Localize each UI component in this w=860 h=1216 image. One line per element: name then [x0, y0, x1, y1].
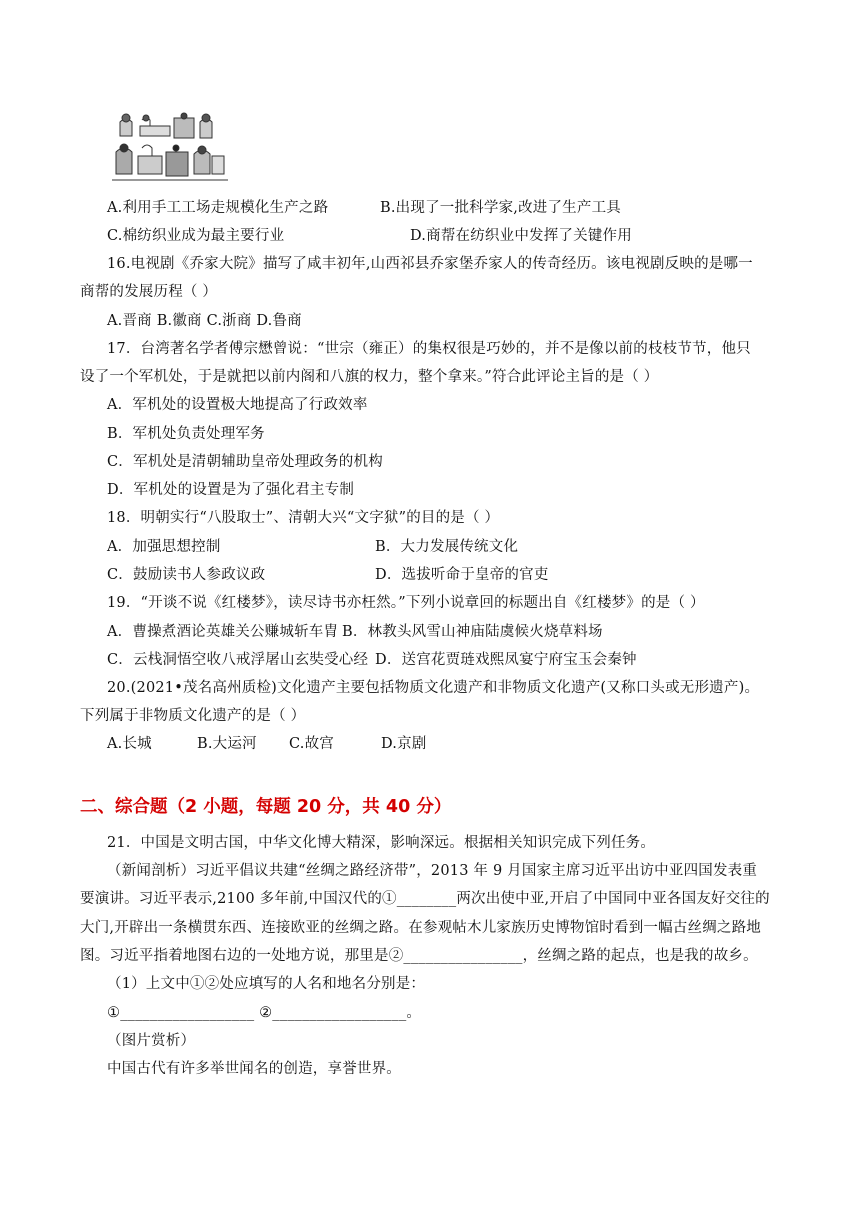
q16-stem-line2: 商帮的发展历程（ ） — [80, 284, 218, 300]
q18-option-d: D．选拔听命于皇帝的官吏 — [375, 567, 549, 583]
q19-option-a: A．曹操煮酒论英雄关公赚城斩车胄 — [107, 624, 339, 640]
q15-option-d: D.商帮在纺织业中发挥了关键作用 — [410, 228, 632, 244]
q21-news-line2: 要演讲。习近平表示,2100 多年前,中国汉代的①________两次出使中亚,开启了中国同中亚各国友好交往的 — [80, 891, 770, 907]
q20-option-a: A.长城 — [107, 736, 152, 752]
q19-stem: 19．“开谈不说《红楼梦》，读尽诗书亦枉然。”下列小说章回的标题出自《红楼梦》的是（ ） — [107, 595, 705, 611]
q19-option-b: B．林教头风雪山神庙陆虞候火烧草料场 — [342, 624, 603, 640]
q17-option-a: A．军机处的设置极大地提高了行政效率 — [107, 397, 368, 413]
q18-stem: 18．明朝实行“八股取士”、清朝大兴“文字狱”的目的是（ ） — [107, 510, 500, 526]
q19-option-c: C．云栈洞悟空收八戒浮屠山玄奘受心经 — [107, 652, 369, 668]
q21-news-line4: 图。习近平指着地图右边的一处地方说，那里是②________________，丝绸之路的起点，也是我的故乡。 — [80, 948, 758, 964]
q17-stem-line1: 17．台湾著名学者傅宗懋曾说：“世宗（雍正）的集权很是巧妙的，并不是像以前的枝枝节节，他只 — [107, 341, 751, 357]
q15-option-a: A.利用手工工场走规模化生产之路 — [107, 200, 329, 216]
q18-option-a: A．加强思想控制 — [107, 539, 221, 555]
q20-option-d: D.京剧 — [381, 736, 427, 752]
q20-stem-line1: 20.(2021•茂名高州质检)文化遗产主要包括物质文化遗产和非物质文化遗产(又称口头或无形遗产)。 — [107, 680, 760, 696]
q21-picture-heading: （图片赏析） — [107, 1033, 196, 1049]
q21-task1: （1）上文中①②处应填写的人名和地名分别是： — [107, 976, 426, 992]
q21-picture-text: 中国古代有许多举世闻名的创造，享誉世界。 — [107, 1061, 401, 1077]
q20-option-c: C.故宫 — [289, 736, 334, 752]
section-heading: 二、综合题（2 小题，每题 20 分，共 40 分） — [80, 797, 452, 817]
q17-option-d: D．军机处的设置是为了强化君主专制 — [107, 482, 355, 498]
q20-option-b: B.大运河 — [197, 736, 257, 752]
q21-answer-blanks: ①__________________ ②__________________。 — [107, 1005, 422, 1021]
q16-stem-line1: 16.电视剧《乔家大院》描写了咸丰初年,山西祁县乔家堡乔家人的传奇经历。该电视剧反映的是哪一 — [107, 256, 753, 272]
handicraft-workshop-illustration — [112, 112, 228, 188]
q18-option-c: C．鼓励读书人参政议政 — [107, 567, 266, 583]
q17-stem-line2: 设了一个军机处，于是就把以前内阁和八旗的权力，整个拿来。”符合此评论主旨的是（ ） — [80, 369, 659, 385]
q20-stem-line2: 下列属于非物质文化遗产的是（ ） — [80, 708, 306, 724]
q15-option-b: B.出现了一批科学家,改进了生产工具 — [380, 200, 621, 216]
q15-option-c: C.棉纺织业成为最主要行业 — [107, 228, 285, 244]
q17-option-b: B．军机处负责处理军务 — [107, 426, 265, 442]
q16-options: A.晋商 B.徽商 C.浙商 D.鲁商 — [107, 313, 302, 329]
q19-option-d: D．送宫花贾琏戏熙凤宴宁府宝玉会秦钟 — [375, 652, 637, 668]
q21-news-line3: 大门,开辟出一条横贯东西、连接欧亚的丝绸之路。在参观帖木儿家族历史博物馆时看到一幅古丝绸之路地 — [80, 920, 762, 936]
q21-stem: 21．中国是文明古国，中华文化博大精深，影响深远。根据相关知识完成下列任务。 — [107, 835, 656, 851]
q21-news-line1: （新闻剖析）习近平倡议共建“丝绸之路经济带”，2013 年 9 月国家主席习近平出访中亚四国发表重 — [107, 863, 758, 879]
q17-option-c: C．军机处是清朝辅助皇帝处理政务的机构 — [107, 454, 383, 470]
q18-option-b: B．大力发展传统文化 — [375, 539, 519, 555]
